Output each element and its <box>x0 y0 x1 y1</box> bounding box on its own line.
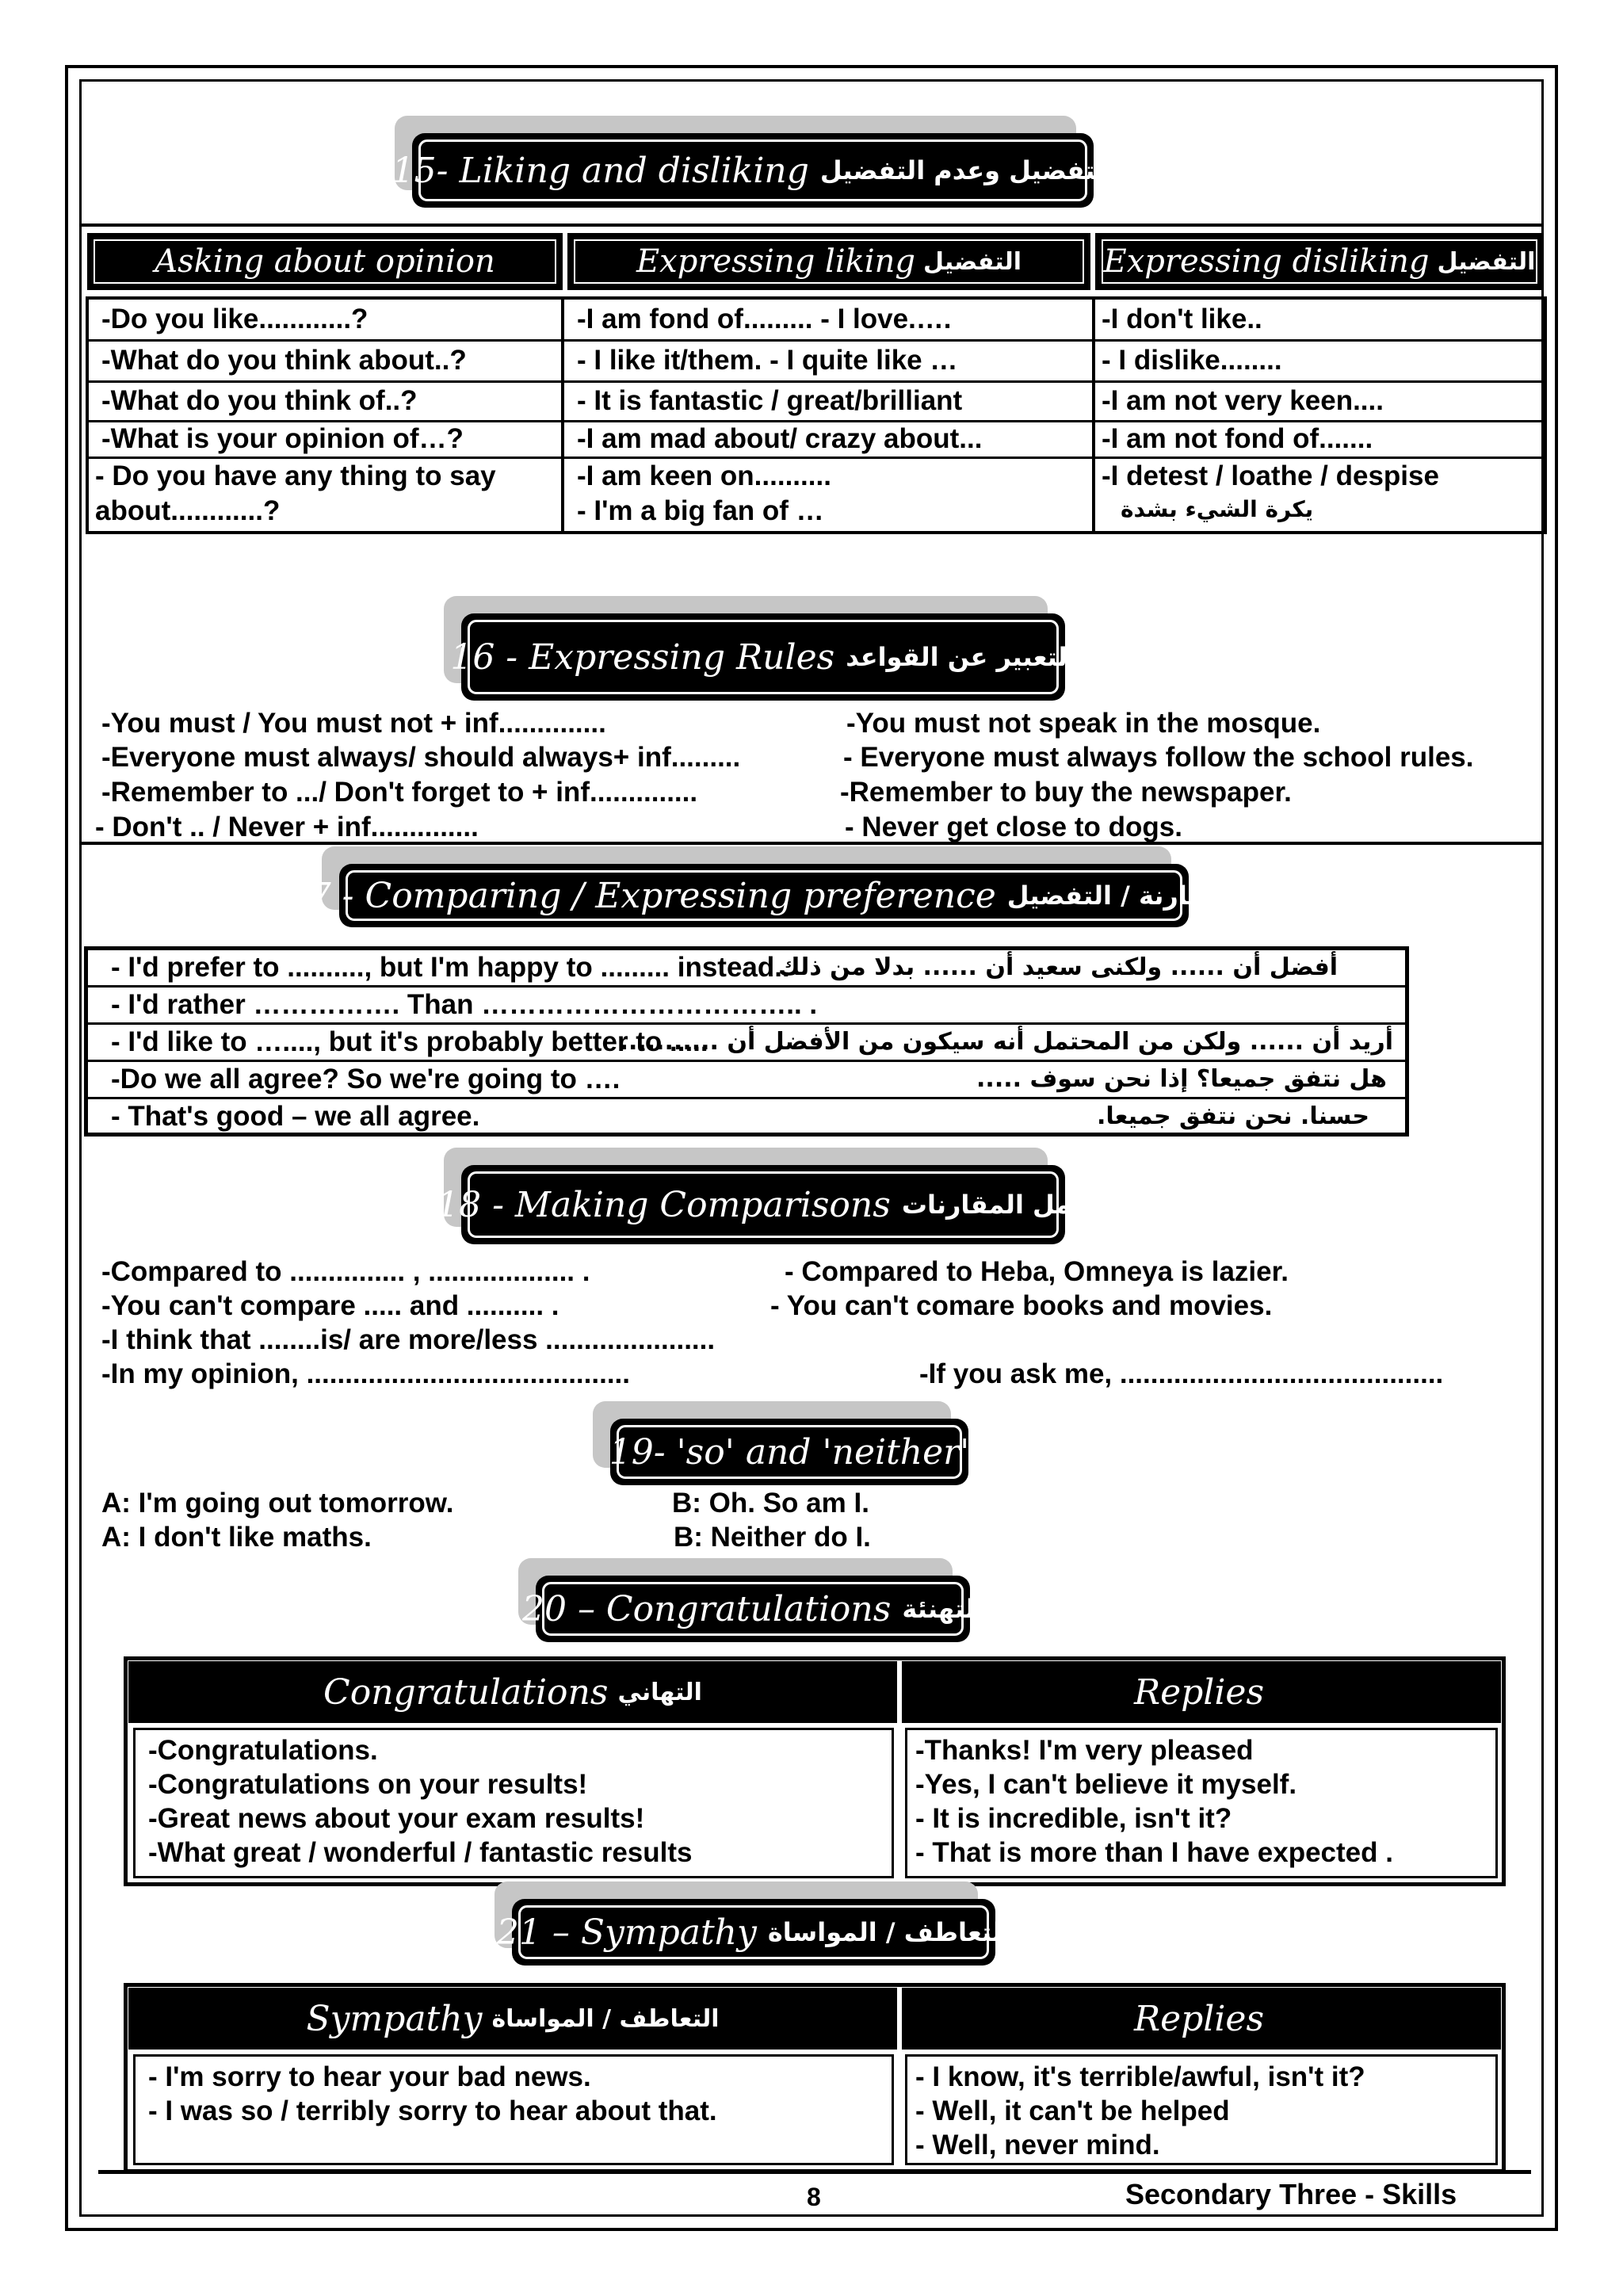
s15-header-asking-text: Asking about opinion <box>155 243 495 280</box>
s16-example: -You must not speak in the mosque. <box>846 708 1321 739</box>
s17-phrase-ar: هل نتفق جميعا؟ إذا نحن سوف ..... <box>976 1065 1387 1093</box>
section-15-title <box>391 133 1114 208</box>
section-16-title <box>450 613 1076 701</box>
s15-cell: -I detest / loathe / despise <box>1102 460 1439 491</box>
s15-header-liking-text: Expressing liking <box>636 243 916 280</box>
s21-reply-line: - Well, it can't be helped <box>915 2095 1230 2126</box>
s20-congrats-line: -What great / wonderful / fantastic results <box>148 1837 693 1868</box>
s15-cell: - It is fantastic / great/brilliant <box>577 385 963 416</box>
s15-cell: -What is your opinion of…? <box>101 423 464 454</box>
divider <box>79 223 1544 227</box>
section-17-title <box>286 864 1242 927</box>
s17-phrase-ar: حسنا. نحن نتفق جميعا. <box>1097 1102 1369 1130</box>
s18-right: -If you ask me, .......................................... <box>919 1358 1444 1389</box>
s17-phrase: - I'd rather ……………. Than …………………………….. . <box>111 989 818 1020</box>
s16-example: - Everyone must always follow the school rules. <box>843 742 1474 773</box>
s16-example: -Remember to buy the newspaper. <box>840 777 1292 808</box>
s21-sympathy-line: - I was so / terribly sorry to hear about that. <box>148 2095 717 2126</box>
s21-sympathy-line: - I'm sorry to hear your bad news. <box>148 2061 591 2092</box>
s20-congrats-line: -Congratulations on your results! <box>148 1769 588 1800</box>
s20-replies-cell <box>905 1728 1498 1878</box>
s21-head-left: Sympathy <box>306 1998 483 2039</box>
s15-cell: - I dislike........ <box>1102 345 1282 376</box>
s18-left: -In my opinion, .......................................... <box>101 1358 630 1389</box>
s15-col-divider <box>561 296 564 534</box>
s17-phrase: -Do we all agree? So we're going to …. <box>111 1064 621 1095</box>
s15-header-asking <box>87 233 563 290</box>
section-18-title-ar: عمل المقارنات <box>901 1190 1090 1220</box>
s15-header-disliking <box>1095 233 1544 290</box>
section-15-title-ar: التفضيل وعدم التفضيل <box>819 155 1114 185</box>
s21-head-right: Replies <box>1133 1998 1265 2039</box>
s15-cell: - I'm a big fan of … <box>577 495 824 526</box>
s19-a: A: I'm going out tomorrow. <box>101 1488 454 1519</box>
s15-cell: -I am mad about/ crazy about... <box>577 423 983 454</box>
s15-header-liking <box>567 233 1090 290</box>
s17-phrase: - That's good – we all agree. <box>111 1101 480 1132</box>
s15-header-disliking-text: Expressing disliking <box>1103 243 1430 280</box>
s15-cell: -I am not very keen.... <box>1102 385 1384 416</box>
s20-reply-line: -Thanks! I'm very pleased <box>915 1735 1254 1766</box>
s20-congrats-line: -Congratulations. <box>148 1735 378 1766</box>
s15-cell: about............? <box>95 495 281 526</box>
s17-phrase: - I'd like to …...., but it's probably better to ..... <box>111 1026 708 1057</box>
s15-cell: -I am not fond of....... <box>1102 423 1373 454</box>
s21-reply-line: - Well, never mind. <box>915 2130 1160 2160</box>
s17-phrase-ar: أفضل أن ...... ولكنى سعيد أن ...... بدلا من ذلك <box>778 953 1338 981</box>
s18-left: -I think that ........is/ are more/less ...................... <box>101 1324 716 1355</box>
s16-rule: -Remember to .../ Don't forget to + inf.............. <box>101 777 698 808</box>
s15-cell-ar: يكرة الشيء بشدة <box>1121 496 1314 522</box>
s15-row-divider <box>86 457 1547 459</box>
s20-head-left-ar: التهاني <box>617 1678 702 1706</box>
s15-cell: -What do you think about..? <box>101 345 467 376</box>
s15-row-divider <box>86 380 1547 383</box>
section-19-title-text: 19- 'so' and 'neither' <box>609 1431 970 1473</box>
s17-phrase-ar: أريد أن ...... ولكن من المحتمل أنه سيكون من الأفضل أن ........... <box>619 1028 1393 1056</box>
s21-sympathy-cell <box>133 2054 894 2165</box>
s19-b: B: Neither do I. <box>674 1522 871 1553</box>
s20-header-labels <box>128 1661 1501 1723</box>
s20-reply-line: - It is incredible, isn't it? <box>915 1803 1232 1834</box>
s19-b: B: Oh. So am I. <box>672 1488 869 1519</box>
s15-row-divider <box>86 339 1547 342</box>
section-21-title-text: 21 – Sympathy <box>496 1912 757 1953</box>
s19-a: A: I don't like maths. <box>101 1522 372 1553</box>
s16-rule: -You must / You must not + inf.............. <box>101 708 606 739</box>
s18-left: -Compared to ............... , ................... . <box>101 1256 590 1287</box>
s16-rule: -Everyone must always/ should always+ inf......... <box>101 742 741 773</box>
s21-reply-line: - I know, it's terrible/awful, isn't it? <box>915 2061 1365 2092</box>
section-18-title <box>437 1165 1090 1244</box>
section-20-title <box>521 1576 984 1642</box>
s15-header-liking-ar: التفضيل <box>923 247 1022 276</box>
s18-left: -You can't compare ..... and .......... . <box>101 1290 559 1321</box>
section-20-title-ar: التهنئة <box>902 1594 984 1624</box>
s15-cell: -I am keen on.......... <box>577 460 831 491</box>
section-16-title-ar: التعبير عن القواعد <box>846 642 1076 672</box>
s15-cell: -Do you like............? <box>101 304 369 334</box>
s17-row-divider <box>84 1022 1409 1025</box>
section-17-title-text: 17 - Comparing / Expressing preference <box>286 875 996 916</box>
s20-congrats-cell <box>133 1728 894 1878</box>
s20-head-right: Replies <box>1133 1671 1265 1713</box>
footer-label: Secondary Three - Skills <box>1125 2178 1457 2210</box>
section-21-title-ar: التعاطف / المواساة <box>767 1917 1011 1947</box>
s17-phrase: - I'd prefer to .........., but I'm happy to ......... instead.. <box>111 952 790 983</box>
s16-rule: - Don't .. / Never + inf.............. <box>95 812 479 842</box>
s20-reply-line: - That is more than I have expected . <box>915 1837 1393 1868</box>
s15-cell: -I don't like.. <box>1102 304 1262 334</box>
s20-congrats-line: -Great news about your exam results! <box>148 1803 645 1834</box>
s18-right: - You can't comare books and movies. <box>770 1290 1273 1321</box>
section-17-title-ar: المقارنة / التفضيل <box>1006 881 1242 911</box>
s21-header-labels <box>128 1988 1501 2050</box>
s17-row-divider <box>84 1060 1409 1062</box>
section-19-title <box>610 1419 968 1485</box>
page-number: 8 <box>807 2183 821 2211</box>
s15-cell: - I like it/them. - I quite like … <box>577 345 958 376</box>
s15-cell: -I am fond of......... - I love.…. <box>577 304 952 334</box>
section-21-title <box>496 1899 1011 1966</box>
s15-header-disliking-ar: التفضيل <box>1437 247 1536 276</box>
s15-col-divider <box>1092 296 1095 534</box>
s20-head-left: Congratulations <box>323 1671 609 1713</box>
section-15-title-text: 15- Liking and disliking <box>391 150 809 191</box>
s15-cell: - Do you have any thing to say <box>95 460 496 491</box>
section-18-title-text: 18 - Making Comparisons <box>437 1184 891 1225</box>
section-20-title-text: 20 – Congratulations <box>521 1588 892 1629</box>
s21-replies-cell <box>905 2054 1498 2165</box>
footer-rule <box>98 2170 1531 2174</box>
s18-right: - Compared to Heba, Omneya is lazier. <box>785 1256 1289 1287</box>
s17-row-divider <box>84 985 1409 988</box>
s15-cell: -What do you think of..? <box>101 385 418 416</box>
section-16-title-text: 16 - Expressing Rules <box>450 636 835 678</box>
s21-head-left-ar: التعاطف / المواساة <box>491 2004 720 2033</box>
s16-example: - Never get close to dogs. <box>845 812 1182 842</box>
s20-reply-line: -Yes, I can't believe it myself. <box>915 1769 1297 1800</box>
divider <box>79 842 1544 845</box>
s17-row-divider <box>84 1097 1409 1099</box>
